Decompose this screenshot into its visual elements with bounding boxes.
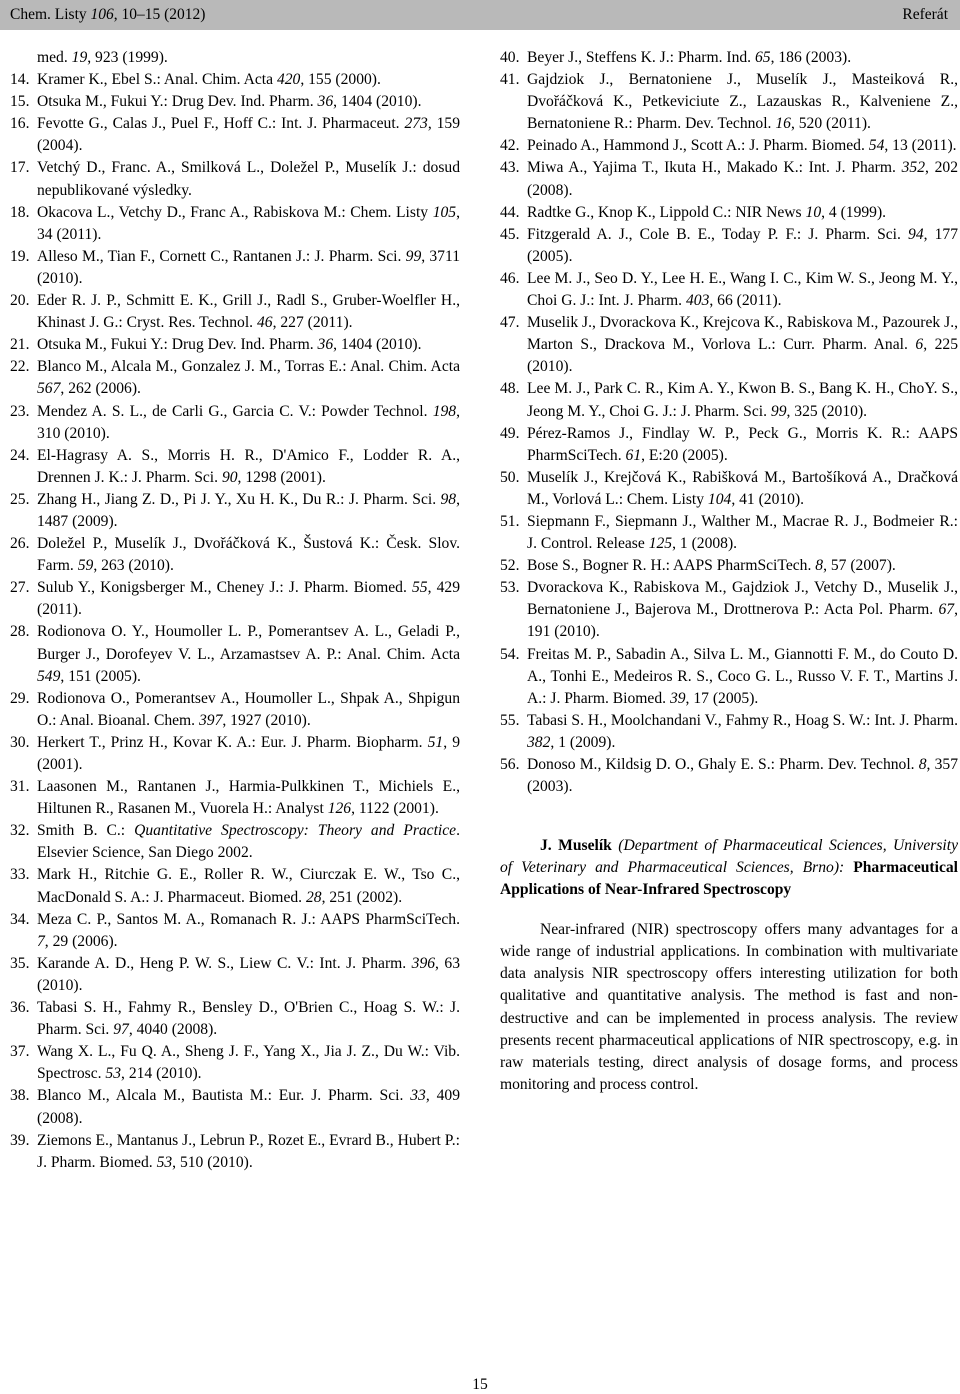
reference-text: , 357 (2003). <box>527 756 959 796</box>
reference-text: Lee M. J., Park C. R., Kim A. Y., Kwon B. S., Bang K. H., ChoY. S., Jeong M. Y., Choi G. J.: J. Pharm. Sci. <box>527 380 958 420</box>
reference-item <box>500 467 958 511</box>
reference-number: 37. <box>10 1043 30 1061</box>
reference-number: 31. <box>10 778 30 796</box>
reference-text: Radtke G., Knop K., Lippold C.: NIR News <box>527 203 806 221</box>
reference-volume: 8 <box>918 756 927 773</box>
reference-text: Fevotte G., Calas J., Puel F., Hoff C.: Int. J. Pharmaceut. <box>37 115 405 133</box>
reference-text: El-Hagrasy A. S., Morris H. R., D'Amico F., Lodder R. A., Drennen J. K.: J. Pharm. Sci. <box>37 446 460 486</box>
reference-number: 51. <box>500 512 520 530</box>
reference-item <box>10 489 460 533</box>
reference-item <box>10 69 460 91</box>
reference-volume: 36 <box>317 93 334 111</box>
reference-item <box>500 710 958 754</box>
abstract-affiliation: (Department of Pharmaceutical Sciences, University of Veterinary and Pharmaceutical Sciences, Brno): <box>500 837 958 877</box>
reference-item <box>500 47 958 69</box>
reference-item <box>10 953 460 997</box>
reference-text: , 4040 (2008). <box>128 1021 218 1039</box>
reference-item <box>10 290 460 334</box>
reference-text: , 3711 (2010). <box>37 247 460 287</box>
reference-number: 18. <box>10 203 30 221</box>
reference-text: , 1 (2009). <box>550 733 616 751</box>
reference-number: 17. <box>10 159 30 177</box>
reference-volume: 10 <box>805 203 822 221</box>
reference-item <box>10 621 460 687</box>
reference-number: 16. <box>10 115 30 133</box>
reference-item <box>500 312 958 378</box>
reference-number: 26. <box>10 535 30 553</box>
reference-text: , 1122 (2001). <box>351 800 439 818</box>
reference-volume: 273 <box>404 115 428 133</box>
reference-number: 43. <box>500 159 520 177</box>
section-label: Referát <box>902 6 948 23</box>
reference-item <box>10 864 460 908</box>
reference-text: Sulub Y., Konigsberger M., Cheney J.: J. Pharm. Biomed. <box>37 579 412 597</box>
reference-text: , 177 (2005). <box>527 225 958 265</box>
reference-text: Bose S., Bogner R. H.: AAPS PharmSciTech. <box>527 557 816 575</box>
reference-item <box>10 688 460 732</box>
reference-number: 50. <box>500 468 520 486</box>
reference-text: , 13 (2011). <box>884 137 957 155</box>
reference-text: Peinado A., Hammond J., Scott A.: J. Pharm. Biomed. <box>527 137 869 155</box>
reference-text: Tabasi S. H., Fahmy R., Bensley D., O'Brien C., Hoag S. W.: J. Pharm. Sci. <box>37 999 460 1039</box>
reference-number: 24. <box>10 446 30 464</box>
reference-number: 53. <box>500 579 520 597</box>
reference-text: , 409 (2008). <box>37 1087 461 1127</box>
reference-text: Mendez A. S. L., de Carli G., Garcia C. V.: Powder Technol. <box>37 402 433 420</box>
reference-text: , 155 (2000). <box>300 71 381 89</box>
reference-text: , 66 (2011). <box>709 292 782 310</box>
reference-number: 47. <box>500 314 520 332</box>
reference-volume: 39 <box>669 689 686 707</box>
reference-item <box>10 997 460 1041</box>
reference-text: , 4 (1999). <box>821 203 887 221</box>
reference-volume: 61 <box>625 446 642 464</box>
reference-number: 27. <box>10 579 30 597</box>
reference-number: 15. <box>10 93 30 111</box>
reference-text: , 262 (2006). <box>60 380 141 398</box>
reference-item <box>10 91 460 113</box>
reference-volume: 53 <box>105 1065 122 1083</box>
reference-text: , 151 (2005). <box>60 667 141 685</box>
reference-item <box>10 445 460 489</box>
reference-volume: 126 <box>327 800 352 818</box>
reference-volume: 105 <box>432 203 457 221</box>
reference-volume: 90 <box>221 468 238 486</box>
reference-text: Blanco M., Alcala M., Gonzalez J. M., Torras E.: Anal. Chim. Acta <box>37 358 460 376</box>
reference-text: Miwa A., Yajima T., Ikuta H., Makado K.: Int. J. Pharm. <box>527 159 902 177</box>
reference-item <box>10 401 460 445</box>
reference-volume: 420 <box>276 71 301 89</box>
reference-number: 36. <box>10 999 30 1017</box>
reference-text: Vetchý D., Franc. A., Smilková L., Doležel P., Muselík J.: dosud nepublikované výsledky. <box>37 159 460 199</box>
reference-text: Ziemons E., Mantanus J., Lebrun P., Rozet E., Evrard B., Hubert P.: J. Pharm. Biomed. <box>37 1131 460 1171</box>
left-column-references <box>10 47 460 1174</box>
reference-item <box>10 1085 460 1129</box>
reference-item <box>10 334 460 356</box>
reference-item <box>10 732 460 776</box>
reference-number: 22. <box>10 358 30 376</box>
page-header <box>0 0 960 30</box>
reference-volume: 396 <box>411 954 436 972</box>
reference-item <box>500 423 958 467</box>
reference-text: Herkert T., Prinz H., Kovar K. A.: Eur. J. Pharm. Biopharm. <box>37 733 428 751</box>
reference-volume: 16 <box>775 115 791 133</box>
reference-volume: 382 <box>527 733 551 751</box>
reference-text: Otsuka M., Fukui Y.: Drug Dev. Ind. Pharm. <box>37 93 318 111</box>
reference-text: Laasonen M., Rantanen J., Harmia-Pulkkinen T., Michiels E., Hiltunen R., Rasanen M., Vuorela H.: Analyst <box>37 778 460 818</box>
reference-volume: 8 <box>815 557 824 575</box>
reference-text: , 225 (2010). <box>527 336 958 376</box>
reference-text: , 1404 (2010). <box>333 336 422 354</box>
reference-volume: 549 <box>37 667 61 685</box>
reference-text: Muselík J., Krejčová K., Rabišková M., Bartošíková A., Dračková M., Vorlová L.: Chem. Listy <box>527 468 958 508</box>
reference-text: Lee M. J., Seo D. Y., Lee H. E., Wang I. C., Kim W. S., Jeong M. Y., Choi G. J.: Int. J. Pharm. <box>527 269 958 310</box>
reference-volume: 7 <box>37 932 45 950</box>
reference-text: , E:20 (2005). <box>641 446 728 464</box>
reference-number: 29. <box>10 689 30 707</box>
reference-text: Meza C. P., Santos M. A., Romanach R. J.: AAPS PharmSciTech. <box>37 910 460 928</box>
reference-volume: 28 <box>305 888 322 906</box>
reference-text: , 17 (2005). <box>685 689 759 707</box>
reference-text: Beyer J., Steffens K. J.: Pharm. Ind. <box>527 49 755 66</box>
reference-number: 33. <box>10 866 30 884</box>
reference-text: , 9 (2001). <box>37 733 461 773</box>
abstract-title: Pharmaceutical Applications of Near-Infrared Spectroscopy <box>500 859 958 899</box>
reference-item <box>500 202 958 224</box>
reference-volume: 403 <box>685 292 710 310</box>
reference-item <box>10 157 460 201</box>
reference-text: , 923 (1999). <box>87 49 168 66</box>
reference-text: , 263 (2010). <box>93 557 174 575</box>
reference-number: 14. <box>10 71 30 89</box>
reference-text: Otsuka M., Fukui Y.: Drug Dev. Ind. Pharm. <box>37 336 318 354</box>
reference-text: Rodionova O. Y., Houmoller L. P., Pomerantsev A. L., Geladi P., Burger J., Dorofeyev V. L., Arzamastsev A. P.: Anal. Chim. Acta <box>37 623 460 663</box>
reference-volume: 59 <box>77 557 94 575</box>
reference-item <box>10 202 460 246</box>
reference-number: 42. <box>500 137 520 155</box>
reference-number: 32. <box>10 822 30 840</box>
reference-item <box>500 378 958 422</box>
right-column-references <box>500 47 958 798</box>
reference-volume: 352 <box>901 159 925 177</box>
reference-text: Zhang H., Jiang Z. D., Pi J. Y., Xu H. K., Du R.: J. Pharm. Sci. <box>37 490 441 508</box>
reference-number: 52. <box>500 557 520 575</box>
reference-volume: 46 <box>256 314 273 332</box>
reference-text: , 227 (2011). <box>272 314 353 332</box>
reference-item <box>500 135 958 157</box>
reference-volume: 51 <box>427 733 444 751</box>
reference-text: Smith B. C.: <box>37 822 135 840</box>
reference-item <box>10 820 460 864</box>
reference-text: Siepmann F., Siepmann J., Walther M., Macrae R. J., Bodmeier R.: J. Control. Release <box>527 512 958 553</box>
reference-text: , 186 (2003). <box>770 49 852 66</box>
reference-text: Pérez-Ramos J., Findlay W. P., Peck G., Morris K. R.: AAPS PharmSciTech. <box>527 424 958 464</box>
reference-text: Blanco M., Alcala M., Bautista M.: Eur. J. Pharm. Sci. <box>37 1087 411 1105</box>
reference-volume: 97 <box>113 1021 129 1039</box>
reference-text: , 202 (2008). <box>527 159 959 199</box>
reference-text: , 159 (2004). <box>37 115 461 155</box>
right-column <box>500 47 958 1096</box>
reference-number: 56. <box>500 756 520 773</box>
reference-item <box>500 69 958 135</box>
reference-number: 44. <box>500 203 520 221</box>
reference-text: , 251 (2002). <box>321 888 403 906</box>
reference-text: , 214 (2010). <box>121 1065 202 1083</box>
abstract-author: J. Muselík <box>540 837 612 855</box>
reference-text: , 1404 (2010). <box>333 93 422 111</box>
reference-volume: 125 <box>648 535 673 553</box>
reference-number: 20. <box>10 292 30 310</box>
reference-item <box>10 246 460 290</box>
reference-text: Alleso M., Tian F., Cornett C., Rantanen J.: J. Pharm. Sci. <box>37 247 406 265</box>
reference-number: 21. <box>10 336 30 354</box>
reference-text: Mark H., Ritchie G. E., Roller R. W., Ciurczak E. W., Tso C., MacDonald S. A.: J. Pharmaceut. Biomed. <box>37 866 460 906</box>
reference-volume: 53 <box>156 1153 173 1171</box>
reference-item <box>500 754 958 798</box>
reference-volume: 99 <box>405 247 422 265</box>
reference-item <box>10 47 460 69</box>
reference-item <box>500 224 958 268</box>
reference-text: , 310 (2010). <box>37 402 460 442</box>
reference-number: 48. <box>500 380 520 398</box>
reference-text: Rodionova O., Pomerantsev A., Houmoller L., Shpak A., Shpigun O.: Anal. Bioanal. Chem. <box>37 689 460 729</box>
reference-text: , 1 (2008). <box>672 535 738 553</box>
reference-text: Fitzgerald A. J., Cole B. E., Today P. F.: J. Pharm. Sci. <box>527 225 909 243</box>
reference-text: , 1298 (2001). <box>237 468 326 486</box>
reference-text: Tabasi S. H., Moolchandani V., Fahmy R., Hoag S. W.: Int. J. Pharm. <box>527 711 958 729</box>
reference-number: 45. <box>500 225 520 243</box>
reference-text: , 1927 (2010). <box>222 711 311 729</box>
reference-text: , 34 (2011). <box>37 203 460 243</box>
reference-number: 41. <box>500 71 520 89</box>
reference-text: Eder R. J. P., Schmitt E. K., Grill J., Radl S., Gruber-Woelfler H., Khinast J. G.: Cryst. Res. Technol. <box>37 292 460 332</box>
reference-volume: 567 <box>37 380 61 398</box>
reference-volume: 36 <box>317 336 334 354</box>
reference-text: , 41 (2010). <box>731 490 805 508</box>
journal-citation: Chem. Listy 106, 10–15 (2012) <box>10 6 206 23</box>
reference-text: Okacova L., Vetchy D., Franc A., Rabiskova M.: Chem. Listy <box>37 203 433 221</box>
reference-volume: 6 <box>915 336 924 354</box>
reference-text: , 191 (2010). <box>527 601 958 641</box>
reference-volume: 98 <box>440 490 457 508</box>
reference-number: 46. <box>500 269 520 287</box>
reference-text: , 57 (2007). <box>823 557 896 575</box>
abstract-heading <box>500 835 958 901</box>
reference-volume: 19 <box>71 49 88 66</box>
reference-number: 35. <box>10 954 30 972</box>
reference-item <box>10 577 460 621</box>
reference-volume: Quantitative Spectroscopy: Theory and Practice <box>134 822 457 840</box>
reference-number: 39. <box>10 1131 30 1149</box>
reference-text: , 63 (2010). <box>37 954 460 994</box>
reference-text: Freitas M. P., Sabadin A., Silva L. M., Giannotti F. M., do Couto D. A., Tonhi E., Medeiros R. S., Coco G. L., Russo V. F. T., Martins J. A.: J. Pharm. Biomed. <box>527 645 958 707</box>
reference-number: 23. <box>10 402 30 420</box>
reference-number: 25. <box>10 490 30 508</box>
reference-text: Doležel P., Muselík J., Dvořáčková K., Šustová K.: Česk. Slov. Farm. <box>37 535 460 575</box>
journal-volume: 106 <box>90 6 114 23</box>
reference-item <box>10 356 460 400</box>
reference-text: , 510 (2010). <box>172 1153 253 1171</box>
reference-volume: 397 <box>198 711 223 729</box>
reference-item <box>500 555 958 577</box>
reference-volume: 33 <box>410 1087 426 1105</box>
reference-text: , 429 (2011). <box>37 579 461 619</box>
reference-item <box>10 776 460 820</box>
reference-volume: 104 <box>707 490 732 508</box>
reference-number: 54. <box>500 645 520 663</box>
reference-number: 19. <box>10 247 30 265</box>
reference-text: Dvorackova K., Rabiskova M., Gajdziok J., Vetchy D., Muselik J., Bernatoniene J., Bajerova M., Drottnerova P.: Acta Pol. Pharm. <box>527 579 958 619</box>
reference-item <box>10 1130 460 1174</box>
reference-text: Muselik J., Dvorackova K., Krejcova K., Rabiskova M., Pazourek J., Marton S., Drackova M., Vorlova L.: Curr. Pharm. Anal. <box>527 314 958 354</box>
reference-number: 28. <box>10 623 30 641</box>
abstract-body: Near-infrared (NIR) spectroscopy offers many advantages for a wide range of industrial applications. In combination with multivariate data analysis NIR spectroscopy offers interesting utilization for both qualitative and quantitative analysis. The method is fast and non-destructive and can be implemented in process analysis. The review presents recent pharmaceutical applications of NIR spectroscopy, e.g. in raw materials testing, direct analysis of dosage forms, and process monitoring and process control. <box>500 921 958 1093</box>
reference-number: 30. <box>10 733 30 751</box>
reference-text: Kramer K., Ebel S.: Anal. Chim. Acta <box>37 71 277 89</box>
reference-number: 40. <box>500 49 520 66</box>
reference-number: 38. <box>10 1087 30 1105</box>
reference-item <box>500 644 958 710</box>
reference-text: Karande A. D., Heng P. W. S., Liew C. V.: Int. J. Pharm. <box>37 954 412 972</box>
reference-item <box>500 511 958 555</box>
reference-number: 34. <box>10 910 30 928</box>
reference-volume: 67 <box>938 601 955 619</box>
reference-volume: 198 <box>432 402 457 420</box>
reference-text: , 29 (2006). <box>44 932 118 950</box>
reference-text: Donoso M., Kildsig D. O., Ghaly E. S.: Pharm. Dev. Technol. <box>527 756 919 773</box>
reference-number: 49. <box>500 424 520 442</box>
reference-text: , 1487 (2009). <box>37 490 460 530</box>
reference-item <box>10 909 460 953</box>
reference-text: , 325 (2010). <box>786 402 868 420</box>
reference-item <box>500 157 958 201</box>
reference-item <box>10 533 460 577</box>
reference-item <box>500 268 958 312</box>
reference-text: , 520 (2011). <box>790 115 871 133</box>
reference-item <box>10 1041 460 1085</box>
reference-volume: 94 <box>908 225 924 243</box>
reference-text: Gajdziok J., Bernatoniene J., Muselík J., Masteiková R., Dvořáčková K., Petkeviciute Z., Lazauskas R., Kalveniene Z., Bernatoniene R.: Pharm. Dev. Technol. <box>527 71 958 133</box>
reference-volume: 65 <box>754 49 771 66</box>
reference-item <box>10 113 460 157</box>
reference-volume: 99 <box>770 402 787 420</box>
reference-number: 55. <box>500 711 520 729</box>
reference-item <box>500 577 958 643</box>
reference-text: med. <box>37 49 72 66</box>
reference-volume: 54 <box>868 137 885 155</box>
reference-text: . Elsevier Science, San Diego 2002. <box>37 822 461 862</box>
reference-text: Wang X. L., Fu Q. A., Sheng J. F., Yang X., Jia J. Z., Du W.: Vib. Spectrosc. <box>37 1043 460 1083</box>
page-number: 15 <box>472 1376 488 1393</box>
reference-volume: 55 <box>412 579 428 597</box>
